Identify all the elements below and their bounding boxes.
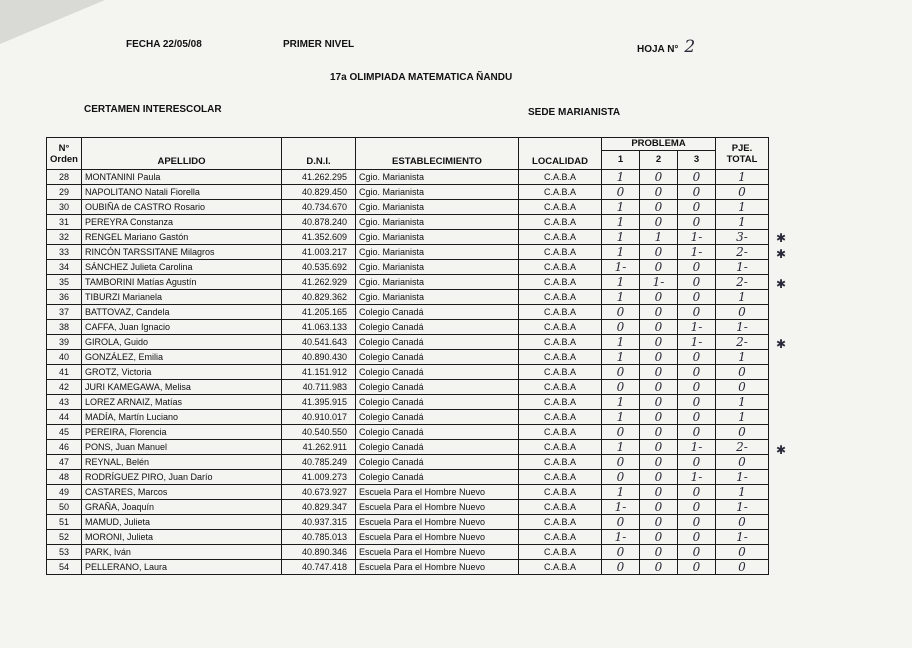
- score-problem-3: 1-: [678, 335, 716, 350]
- score-problem-3: 0: [678, 515, 716, 530]
- score-problem-1: 1: [602, 215, 640, 230]
- score-problem-1: 0: [602, 515, 640, 530]
- dni-value: 40.890.430: [282, 350, 356, 365]
- score-problem-3: 0: [678, 545, 716, 560]
- school-name: Escuela Para el Hombre Nuevo: [356, 545, 519, 560]
- table-row: [47, 515, 769, 530]
- score-problem-1: 1-: [602, 500, 640, 515]
- dni-value: 41.151.912: [282, 365, 356, 380]
- dni-value: 40.747.418: [282, 560, 356, 575]
- row-number: 41: [47, 365, 82, 380]
- locality: C.A.B.A: [519, 440, 602, 455]
- score-total: 0: [716, 515, 769, 530]
- student-name: BATTOVAZ, Candela: [82, 305, 282, 320]
- score-problem-1: 1: [602, 170, 640, 185]
- score-problem-1: 0: [602, 320, 640, 335]
- score-problem-1: 0: [602, 425, 640, 440]
- score-total: 1: [716, 410, 769, 425]
- school-name: Escuela Para el Hombre Nuevo: [356, 560, 519, 575]
- score-total: 2-: [716, 335, 769, 350]
- score-problem-1: 1: [602, 290, 640, 305]
- score-problem-3: 0: [678, 275, 716, 290]
- row-number: 38: [47, 320, 82, 335]
- dni-value: 41.262.929: [282, 275, 356, 290]
- score-total: 1: [716, 395, 769, 410]
- locality: C.A.B.A: [519, 245, 602, 260]
- school-name: Colegio Canadá: [356, 440, 519, 455]
- score-problem-2: 0: [640, 380, 678, 395]
- table-row: [47, 215, 769, 230]
- score-problem-2: 0: [640, 470, 678, 485]
- dni-value: 40.910.017: [282, 410, 356, 425]
- school-name: Escuela Para el Hombre Nuevo: [356, 485, 519, 500]
- sheet-number: [637, 37, 695, 57]
- table-row: [47, 425, 769, 440]
- score-problem-1: 1: [602, 410, 640, 425]
- table-row: [47, 350, 769, 365]
- locality: C.A.B.A: [519, 335, 602, 350]
- row-number: 28: [47, 170, 82, 185]
- locality: C.A.B.A: [519, 275, 602, 290]
- header-orden: N° Orden: [47, 138, 82, 170]
- dni-value: 40.734.670: [282, 200, 356, 215]
- score-problem-3: 0: [678, 560, 716, 575]
- student-name: SÁNCHEZ Julieta Carolina: [82, 260, 282, 275]
- score-total: 1-: [716, 500, 769, 515]
- school-name: Cgio. Marianista: [356, 185, 519, 200]
- score-total: 3-: [716, 230, 769, 245]
- dni-value: 40.829.450: [282, 185, 356, 200]
- student-name: TAMBORINI Matías Agustín: [82, 275, 282, 290]
- school-name: Colegio Canadá: [356, 320, 519, 335]
- score-problem-2: 0: [640, 185, 678, 200]
- row-number: 36: [47, 290, 82, 305]
- date-label: FECHA 22/05/08: [126, 39, 202, 50]
- results-body: [47, 170, 769, 575]
- dni-value: 40.890.346: [282, 545, 356, 560]
- score-problem-1: 0: [602, 455, 640, 470]
- score-problem-1: 1-: [602, 530, 640, 545]
- student-name: PEREIRA, Florencia: [82, 425, 282, 440]
- level-label: PRIMER NIVEL: [283, 39, 355, 50]
- student-name: RENGEL Mariano Gastón: [82, 230, 282, 245]
- locality: C.A.B.A: [519, 515, 602, 530]
- score-problem-1: 0: [602, 560, 640, 575]
- locality: C.A.B.A: [519, 500, 602, 515]
- locality: C.A.B.A: [519, 395, 602, 410]
- dni-value: 41.262.911: [282, 440, 356, 455]
- score-problem-1: 1: [602, 440, 640, 455]
- score-problem-2: 0: [640, 305, 678, 320]
- score-problem-2: 0: [640, 545, 678, 560]
- sheet-value: 2: [684, 37, 696, 57]
- score-total: 2-: [716, 275, 769, 290]
- score-problem-1: 1: [602, 200, 640, 215]
- locality: C.A.B.A: [519, 425, 602, 440]
- score-total: 1: [716, 290, 769, 305]
- row-number: 33: [47, 245, 82, 260]
- score-problem-2: 0: [640, 290, 678, 305]
- score-problem-2: 0: [640, 440, 678, 455]
- score-problem-1: 0: [602, 470, 640, 485]
- dni-value: 41.352.609: [282, 230, 356, 245]
- school-name: Cgio. Marianista: [356, 275, 519, 290]
- score-problem-2: 0: [640, 215, 678, 230]
- locality: C.A.B.A: [519, 320, 602, 335]
- locality: C.A.B.A: [519, 470, 602, 485]
- locality: C.A.B.A: [519, 380, 602, 395]
- score-problem-3: 0: [678, 410, 716, 425]
- header-total: PJE. TOTAL: [716, 138, 769, 170]
- score-total: 1: [716, 485, 769, 500]
- student-name: GROTZ, Victoria: [82, 365, 282, 380]
- school-name: Colegio Canadá: [356, 395, 519, 410]
- locality: C.A.B.A: [519, 410, 602, 425]
- score-problem-2: 0: [640, 515, 678, 530]
- document-title: 17a OLIMPIADA MATEMATICA ÑANDU: [330, 72, 513, 83]
- score-problem-2: 1-: [640, 275, 678, 290]
- table-row: [47, 560, 769, 575]
- row-number: 35: [47, 275, 82, 290]
- locality: C.A.B.A: [519, 365, 602, 380]
- table-row: [47, 245, 769, 260]
- table-row: [47, 365, 769, 380]
- locality: C.A.B.A: [519, 185, 602, 200]
- student-name: PELLERANO, Laura: [82, 560, 282, 575]
- locality: C.A.B.A: [519, 560, 602, 575]
- score-problem-1: 0: [602, 380, 640, 395]
- table-row: [47, 500, 769, 515]
- score-problem-3: 0: [678, 305, 716, 320]
- score-problem-3: 0: [678, 170, 716, 185]
- score-problem-2: 0: [640, 425, 678, 440]
- row-number: 32: [47, 230, 82, 245]
- school-name: Cgio. Marianista: [356, 170, 519, 185]
- venue-label: SEDE MARIANISTA: [528, 107, 621, 118]
- row-number: 37: [47, 305, 82, 320]
- school-name: Colegio Canadá: [356, 335, 519, 350]
- score-problem-3: 1-: [678, 470, 716, 485]
- score-total: 0: [716, 305, 769, 320]
- school-name: Escuela Para el Hombre Nuevo: [356, 515, 519, 530]
- score-problem-3: 0: [678, 395, 716, 410]
- dni-value: 40.673.927: [282, 485, 356, 500]
- header-problem-3: 3: [678, 151, 716, 170]
- dni-value: 40.829.362: [282, 290, 356, 305]
- score-problem-1: 1-: [602, 260, 640, 275]
- score-problem-2: 0: [640, 320, 678, 335]
- table-row: [47, 410, 769, 425]
- student-name: CASTARES, Marcos: [82, 485, 282, 500]
- row-number: 48: [47, 470, 82, 485]
- row-number: 49: [47, 485, 82, 500]
- row-number: 34: [47, 260, 82, 275]
- dni-value: 41.009.273: [282, 470, 356, 485]
- contest-label: CERTAMEN INTERESCOLAR: [84, 104, 222, 115]
- school-name: Cgio. Marianista: [356, 230, 519, 245]
- score-problem-3: 0: [678, 350, 716, 365]
- sheet-label: HOJA N°: [637, 44, 679, 55]
- school-name: Colegio Canadá: [356, 350, 519, 365]
- score-problem-2: 0: [640, 500, 678, 515]
- score-problem-3: 0: [678, 365, 716, 380]
- locality: C.A.B.A: [519, 305, 602, 320]
- student-name: MAMUD, Julieta: [82, 515, 282, 530]
- score-total: 1-: [716, 320, 769, 335]
- locality: C.A.B.A: [519, 215, 602, 230]
- score-problem-3: 1-: [678, 230, 716, 245]
- score-problem-2: 0: [640, 410, 678, 425]
- table-row: [47, 380, 769, 395]
- score-problem-2: 0: [640, 530, 678, 545]
- locality: C.A.B.A: [519, 545, 602, 560]
- locality: C.A.B.A: [519, 455, 602, 470]
- student-name: MADÍA, Martín Luciano: [82, 410, 282, 425]
- score-problem-3: 0: [678, 500, 716, 515]
- student-name: REYNAL, Belén: [82, 455, 282, 470]
- school-name: Cgio. Marianista: [356, 290, 519, 305]
- header-problem-2: 2: [640, 151, 678, 170]
- score-problem-2: 0: [640, 245, 678, 260]
- student-name: RODRÍGUEZ PIRO, Juan Darío: [82, 470, 282, 485]
- table-row: [47, 275, 769, 290]
- header-problema: PROBLEMA: [602, 138, 716, 151]
- score-problem-2: 0: [640, 260, 678, 275]
- score-problem-3: 0: [678, 260, 716, 275]
- score-problem-2: 0: [640, 335, 678, 350]
- table-row: [47, 305, 769, 320]
- student-name: TIBURZI Marianela: [82, 290, 282, 305]
- score-problem-2: 0: [640, 170, 678, 185]
- score-problem-2: 1: [640, 230, 678, 245]
- score-total: 0: [716, 545, 769, 560]
- dni-value: 41.063.133: [282, 320, 356, 335]
- score-total: 0: [716, 380, 769, 395]
- student-name: GIROLA, Guido: [82, 335, 282, 350]
- school-name: Cgio. Marianista: [356, 245, 519, 260]
- header-dni: D.N.I.: [282, 138, 356, 170]
- score-problem-1: 0: [602, 185, 640, 200]
- row-number: 53: [47, 545, 82, 560]
- dni-value: 41.003.217: [282, 245, 356, 260]
- score-problem-3: 1-: [678, 320, 716, 335]
- bleed-through-text: [485, 175, 815, 215]
- score-problem-1: 1: [602, 245, 640, 260]
- score-problem-3: 1-: [678, 245, 716, 260]
- school-name: Cgio. Marianista: [356, 200, 519, 215]
- table-row: [47, 530, 769, 545]
- score-problem-3: 0: [678, 530, 716, 545]
- student-name: MONTANINI Paula: [82, 170, 282, 185]
- table-row: [47, 230, 769, 245]
- dni-value: 40.711.983: [282, 380, 356, 395]
- dni-value: 40.535.692: [282, 260, 356, 275]
- score-total: 2-: [716, 245, 769, 260]
- asterisk-mark: ✱: [776, 246, 787, 261]
- score-problem-3: 1-: [678, 440, 716, 455]
- row-number: 45: [47, 425, 82, 440]
- header-problem-1: 1: [602, 151, 640, 170]
- school-name: Escuela Para el Hombre Nuevo: [356, 500, 519, 515]
- dni-value: 40.829.347: [282, 500, 356, 515]
- school-name: Colegio Canadá: [356, 455, 519, 470]
- dni-value: 40.937.315: [282, 515, 356, 530]
- student-name: MORONI, Julieta: [82, 530, 282, 545]
- score-problem-3: 0: [678, 380, 716, 395]
- row-number: 42: [47, 380, 82, 395]
- locality: C.A.B.A: [519, 350, 602, 365]
- student-name: GONZÁLEZ, Emilia: [82, 350, 282, 365]
- score-problem-1: 1: [602, 350, 640, 365]
- asterisk-mark: ✱: [776, 276, 787, 291]
- table-row: [47, 395, 769, 410]
- school-name: Colegio Canadá: [356, 470, 519, 485]
- score-total: 1-: [716, 260, 769, 275]
- score-total: 1-: [716, 470, 769, 485]
- student-name: JURI KAMEGAWA, Melisa: [82, 380, 282, 395]
- score-total: 2-: [716, 440, 769, 455]
- locality: C.A.B.A: [519, 170, 602, 185]
- student-name: PEREYRA Constanza: [82, 215, 282, 230]
- school-name: Escuela Para el Hombre Nuevo: [356, 530, 519, 545]
- locality: C.A.B.A: [519, 530, 602, 545]
- student-name: NAPOLITANO Natali Fiorella: [82, 185, 282, 200]
- dni-value: 41.262.295: [282, 170, 356, 185]
- dni-value: 40.541.643: [282, 335, 356, 350]
- score-problem-3: 0: [678, 215, 716, 230]
- row-number: 50: [47, 500, 82, 515]
- school-name: Colegio Canadá: [356, 365, 519, 380]
- row-number: 47: [47, 455, 82, 470]
- row-number: 29: [47, 185, 82, 200]
- header-establecimiento: ESTABLECIMIENTO: [356, 138, 519, 170]
- student-name: CAFFA, Juan Ignacio: [82, 320, 282, 335]
- page-corner-fold: [0, 0, 105, 44]
- school-name: Colegio Canadá: [356, 380, 519, 395]
- locality: C.A.B.A: [519, 485, 602, 500]
- score-total: 1: [716, 200, 769, 215]
- score-total: 1: [716, 170, 769, 185]
- score-total: 1: [716, 350, 769, 365]
- score-total: 0: [716, 185, 769, 200]
- asterisk-mark: ✱: [776, 231, 787, 246]
- score-problem-2: 0: [640, 395, 678, 410]
- locality: C.A.B.A: [519, 230, 602, 245]
- student-name: GRAÑA, Joaquín: [82, 500, 282, 515]
- student-name: OUBIÑA de CASTRO Rosario: [82, 200, 282, 215]
- score-problem-3: 0: [678, 425, 716, 440]
- row-number: 54: [47, 560, 82, 575]
- table-row: [47, 440, 769, 455]
- score-problem-2: 0: [640, 365, 678, 380]
- score-total: 0: [716, 560, 769, 575]
- score-problem-1: 1: [602, 335, 640, 350]
- school-name: Cgio. Marianista: [356, 215, 519, 230]
- score-problem-1: 0: [602, 305, 640, 320]
- score-problem-1: 1: [602, 395, 640, 410]
- school-name: Colegio Canadá: [356, 425, 519, 440]
- table-row: [47, 335, 769, 350]
- school-name: Cgio. Marianista: [356, 260, 519, 275]
- row-number: 46: [47, 440, 82, 455]
- score-problem-1: 1: [602, 275, 640, 290]
- score-total: 1: [716, 215, 769, 230]
- score-problem-2: 0: [640, 455, 678, 470]
- score-problem-3: 0: [678, 290, 716, 305]
- student-name: RINCÓN TARSSITANE Milagros: [82, 245, 282, 260]
- score-problem-1: 1: [602, 485, 640, 500]
- row-number: 39: [47, 335, 82, 350]
- table-row: [47, 290, 769, 305]
- student-name: LOREZ ARNAIZ, Matías: [82, 395, 282, 410]
- score-problem-1: 0: [602, 545, 640, 560]
- score-problem-2: 0: [640, 200, 678, 215]
- score-problem-3: 0: [678, 200, 716, 215]
- dni-value: 40.878.240: [282, 215, 356, 230]
- header-apellido: APELLIDO: [82, 138, 282, 170]
- dni-value: 40.540.550: [282, 425, 356, 440]
- table-row: [47, 485, 769, 500]
- locality: C.A.B.A: [519, 260, 602, 275]
- score-problem-2: 0: [640, 560, 678, 575]
- asterisk-mark: ✱: [776, 337, 787, 352]
- locality: C.A.B.A: [519, 290, 602, 305]
- table-row: [47, 470, 769, 485]
- score-problem-2: 0: [640, 485, 678, 500]
- student-name: PARK, Iván: [82, 545, 282, 560]
- table-row: [47, 545, 769, 560]
- row-number: 51: [47, 515, 82, 530]
- dni-value: 41.395.915: [282, 395, 356, 410]
- score-problem-3: 0: [678, 185, 716, 200]
- score-total: 1-: [716, 530, 769, 545]
- row-number: 30: [47, 200, 82, 215]
- student-name: PONS, Juan Manuel: [82, 440, 282, 455]
- row-number: 43: [47, 395, 82, 410]
- row-number: 52: [47, 530, 82, 545]
- score-problem-1: 0: [602, 365, 640, 380]
- score-problem-3: 0: [678, 485, 716, 500]
- locality: C.A.B.A: [519, 200, 602, 215]
- dni-value: 40.785.249: [282, 455, 356, 470]
- dni-value: 40.785.013: [282, 530, 356, 545]
- table-row: [47, 260, 769, 275]
- row-number: 40: [47, 350, 82, 365]
- row-number: 44: [47, 410, 82, 425]
- score-total: 0: [716, 425, 769, 440]
- asterisk-mark: ✱: [776, 442, 787, 457]
- score-problem-1: 1: [602, 230, 640, 245]
- score-total: 0: [716, 455, 769, 470]
- score-total: 0: [716, 365, 769, 380]
- school-name: Colegio Canadá: [356, 305, 519, 320]
- school-name: Colegio Canadá: [356, 410, 519, 425]
- score-problem-3: 0: [678, 455, 716, 470]
- score-problem-2: 0: [640, 350, 678, 365]
- table-row: [47, 320, 769, 335]
- header-localidad: LOCALIDAD: [519, 138, 602, 170]
- dni-value: 41.205.165: [282, 305, 356, 320]
- table-row: [47, 455, 769, 470]
- row-number: 31: [47, 215, 82, 230]
